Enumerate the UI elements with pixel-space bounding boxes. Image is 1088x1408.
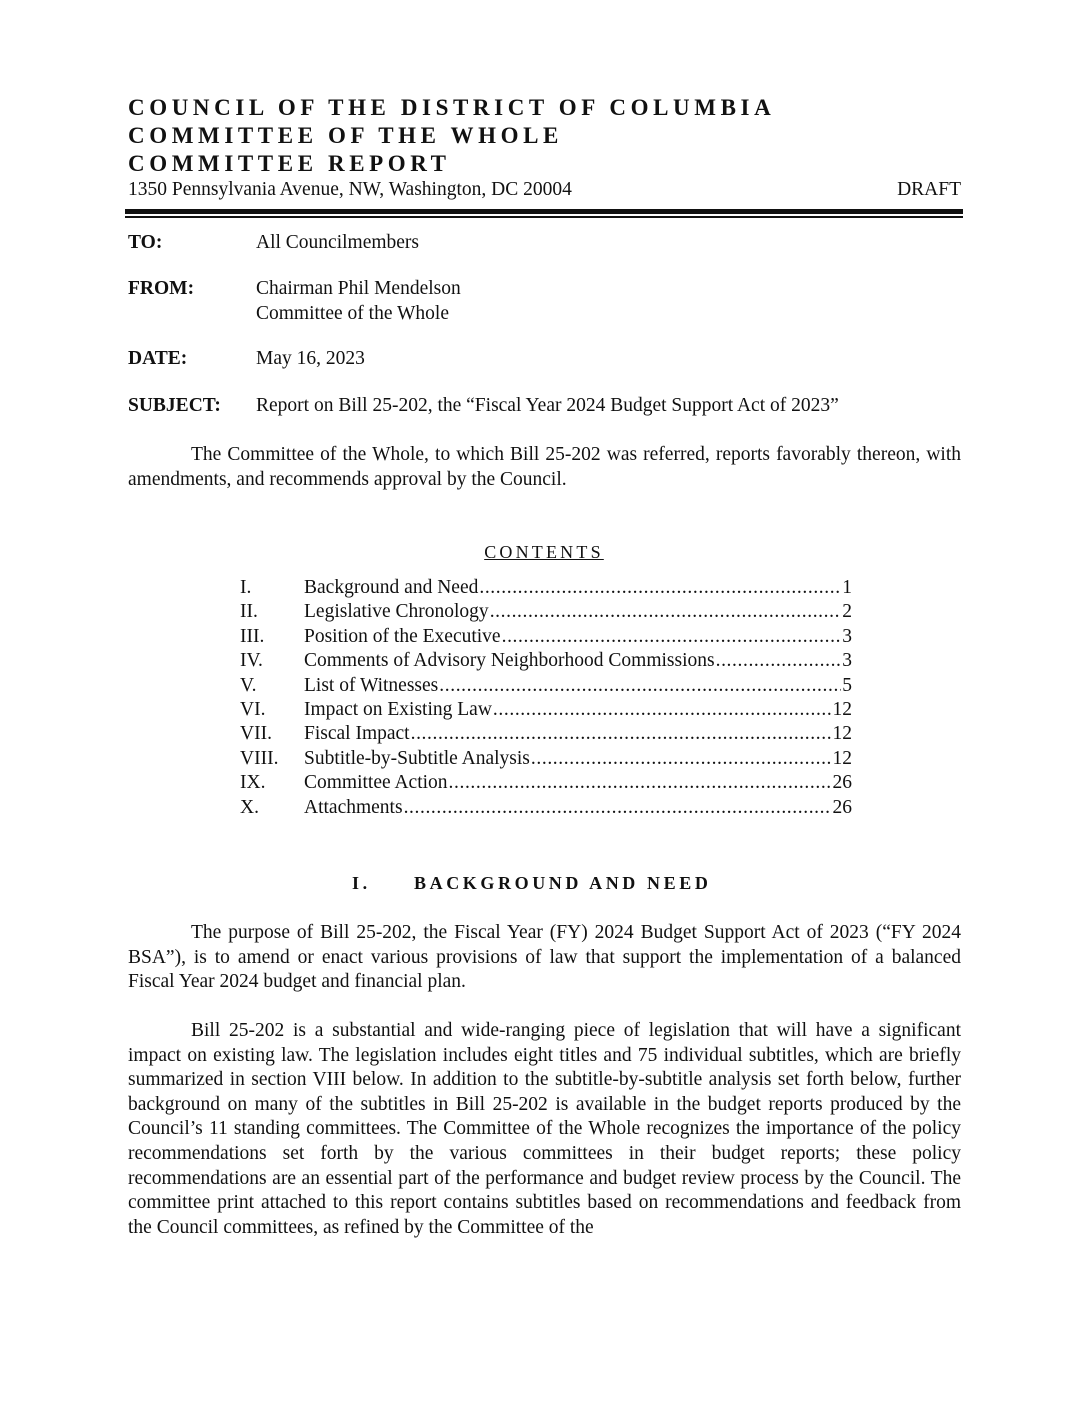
to-value: All Councilmembers [256, 232, 420, 253]
subject-label: SUBJECT: [128, 395, 221, 416]
report-type: COMMITTEE REPORT [128, 151, 451, 176]
toc-number: VIII. [240, 747, 279, 769]
toc-number: II. [240, 601, 258, 623]
toc-number: IV. [240, 650, 263, 672]
toc-number: IX. [240, 772, 266, 794]
toc-page-number: 12 [832, 698, 852, 720]
toc-label: Committee Action [304, 772, 448, 794]
toc-page-number: 1 [842, 577, 852, 598]
toc-page-number: 26 [832, 772, 852, 794]
table-of-contents [240, 576, 852, 820]
toc-entry [240, 747, 852, 771]
toc-entry [240, 649, 852, 673]
to-label: TO: [128, 232, 163, 253]
toc-page-number: 3 [842, 625, 852, 647]
toc-label: Impact on Existing Law [304, 698, 492, 720]
toc-label: Fiscal Impact [304, 723, 410, 745]
toc-entry [240, 625, 852, 649]
section-number: I. [352, 873, 371, 893]
toc-leader-dots [439, 674, 841, 698]
header-rule-thin [125, 216, 963, 218]
address-row [128, 178, 961, 202]
toc-page-number: 2 [842, 601, 852, 623]
toc-number: V. [240, 674, 257, 696]
intro-paragraph: The Committee of the Whole, to which Bill 25-202 was referred, reports favorably thereon, with amendments, and recommends approval by the Council. [128, 444, 961, 490]
council-name: COUNCIL OF THE DISTRICT OF COLUMBIA [128, 95, 776, 120]
toc-number: VI. [240, 698, 266, 720]
toc-entry [240, 600, 852, 624]
section-title: BACKGROUND AND NEED [414, 873, 712, 893]
toc-label: Comments of Advisory Neighborhood Commissions [304, 650, 715, 672]
address: 1350 Pennsylvania Avenue, NW, Washington, DC 20004 [128, 179, 572, 200]
section-heading [352, 872, 711, 894]
committee-name: COMMITTEE OF THE WHOLE [128, 123, 563, 148]
toc-page-number: 3 [842, 650, 852, 672]
date-label: DATE: [128, 348, 188, 369]
toc-number: VII. [240, 723, 272, 745]
from-value-name: Chairman Phil Mendelson [256, 278, 461, 299]
toc-leader-dots [404, 796, 832, 820]
toc-entry [240, 771, 852, 795]
toc-label: Position of the Executive [304, 625, 501, 647]
toc-entry [240, 576, 852, 600]
toc-leader-dots [493, 698, 832, 722]
toc-page-number: 5 [842, 674, 852, 696]
toc-entry [240, 698, 852, 722]
from-label: FROM: [128, 278, 195, 299]
date-value: May 16, 2023 [256, 348, 365, 369]
contents-title: CONTENTS [484, 542, 604, 562]
toc-label: Attachments [304, 796, 403, 818]
toc-leader-dots [716, 649, 842, 673]
toc-leader-dots [502, 625, 842, 649]
header-rule-thick [125, 209, 963, 214]
toc-page-number: 12 [832, 747, 852, 769]
toc-number: I. [240, 577, 252, 598]
section-paragraph-1: The purpose of Bill 25-202, the Fiscal Year (FY) 2024 Budget Support Act of 2023 (“FY 2024 BSA”), is to amend or enact various provisions of law that support the implementation of a balanced Fiscal Year 2024 budget and financial plan. [128, 922, 961, 993]
subject-value: Report on Bill 25-202, the “Fiscal Year 2024 Budget Support Act of 2023” [256, 395, 839, 416]
toc-leader-dots [479, 576, 841, 600]
toc-entry [240, 722, 852, 746]
draft-status: DRAFT [897, 179, 961, 200]
toc-leader-dots [490, 600, 842, 624]
toc-number: X. [240, 796, 259, 818]
toc-entry [240, 796, 852, 820]
section-paragraph-2: Bill 25-202 is a substantial and wide-ranging piece of legislation that will have a significant impact on existing law. The legislation includes eight titles and 75 individual subtitles, which are briefly summarized in section VIII below. In addition to the subtitle-by-subtitle analysis set forth below, further background on many of the subtitles in Bill 25-202 is available in the budget reports produced by the Council’s 11 standing committees. The Committee of the Whole recognizes the importance of the policy recommendations set forth by the various committees in their budget reports; these policy recommendations are an essential part of the performance and budget review process by the Council. The committee print attached to this report contains subtitles based on recommendations and feedback from the Council committees, as refined by the Committee of the [128, 1020, 961, 1238]
toc-page-number: 12 [832, 723, 852, 745]
toc-label: Subtitle-by-Subtitle Analysis [304, 747, 530, 769]
toc-entry [240, 674, 852, 698]
toc-label: Legislative Chronology [304, 601, 489, 623]
toc-page-number: 26 [832, 796, 852, 818]
toc-label: Background and Need [304, 577, 479, 598]
toc-leader-dots [411, 722, 832, 746]
toc-label: List of Witnesses [304, 674, 439, 696]
toc-leader-dots [449, 771, 832, 795]
toc-leader-dots [531, 747, 832, 771]
from-value-committee: Committee of the Whole [256, 303, 449, 324]
toc-number: III. [240, 625, 265, 647]
